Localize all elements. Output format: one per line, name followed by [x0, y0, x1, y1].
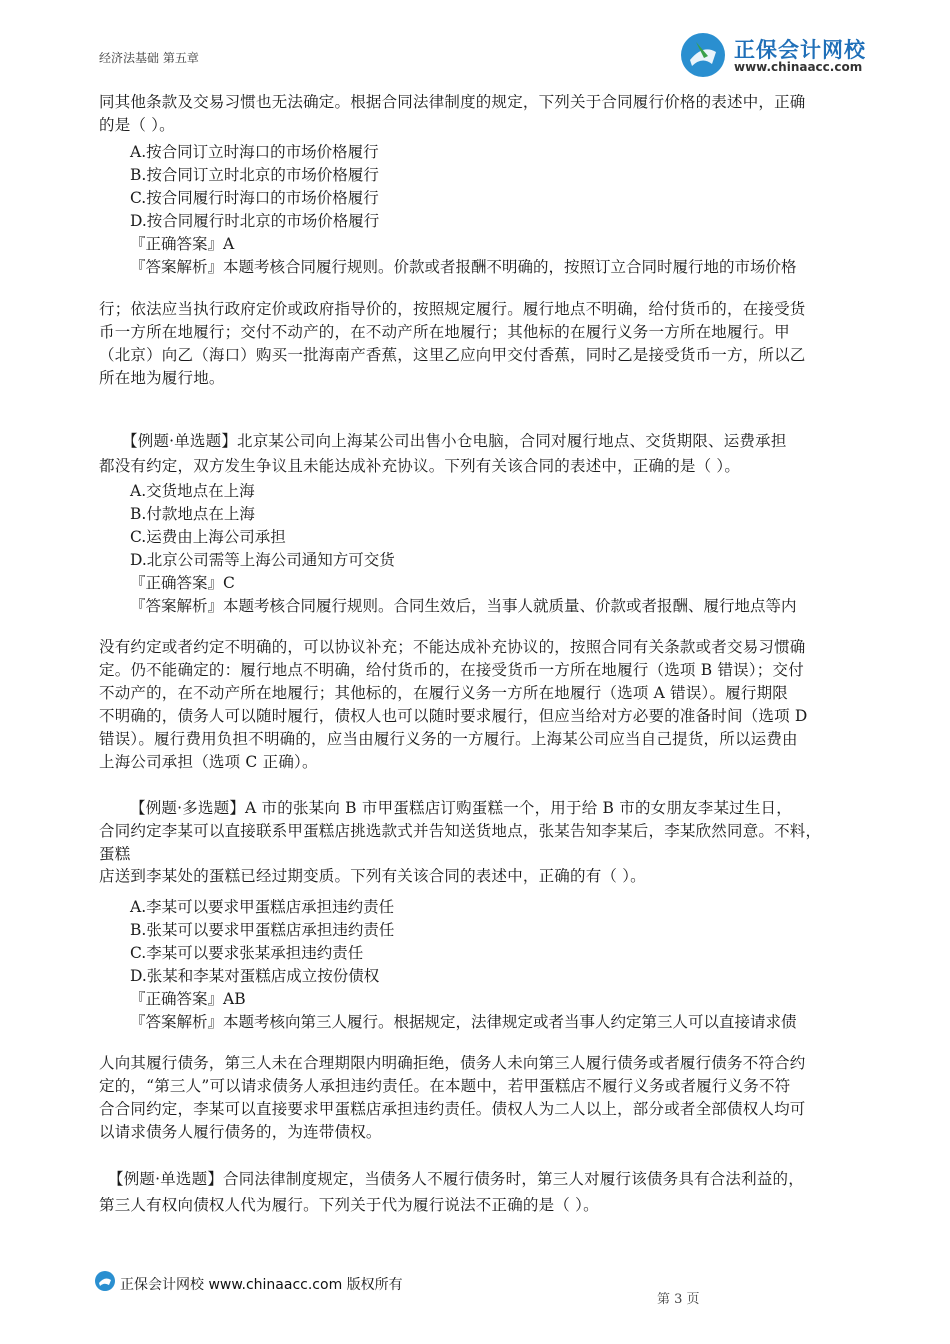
- q3-stem-line-2: 合同约定李某可以直接联系甲蛋糕店挑选款式并告知送货地点，张某告知李某后，李某欣然同意。不料，: [99, 822, 822, 840]
- q2-stem-line-1-cut: [122, 431, 787, 450]
- q3-analysis-line-2: 定的，“第三人”可以请求债务人承担违约责任。在本题中，若甲蛋糕店不履行义务或者履行义务不符: [99, 1077, 791, 1095]
- q3-answer: 『正确答案』AB: [130, 990, 246, 1008]
- q2-stem-line-1-text: 【例题·单选题】北京某公司向上海某公司出售小仓电脑，合同对履行地点、交货期限、运费承担: [122, 432, 787, 450]
- q2-stem-line-2-text: 都没有约定，双方发生争议且未能达成补充协议。下列有关该合同的表述中，正确的是（ ）。: [99, 457, 741, 475]
- q2-option-a: A.交货地点在上海: [130, 482, 255, 500]
- q2-analysis-line-3: 不动产的，在不动产所在地履行；其他标的，在履行义务一方所在地履行（选项 A 错误）。履行期限: [99, 684, 789, 702]
- q4-stem-line-2: 第三人有权向债权人代为履行。下列关于代为履行说法不正确的是（ ）。: [99, 1196, 599, 1214]
- q2-analysis-line-1: 没有约定或者约定不明确的，可以协议补充；不能达成补充协议的，按照合同有关条款或者交易习惯确: [99, 638, 806, 656]
- q3-analysis-line-3: 合合同约定，李某可以直接要求甲蛋糕店承担违约责任。债权人为二人以上，部分或者全部债权人均可: [99, 1100, 806, 1118]
- header-cut-title-text: 经济法基础 第五章: [99, 51, 199, 65]
- q3-stem-line-1: 【例题·多选题】A 市的张某向 B 市甲蛋糕店订购蛋糕一个，用于给 B 市的女朋友李某过生日，: [130, 799, 792, 817]
- q2-stem-line-2-cut: [99, 454, 741, 475]
- q1-stem-line-2-cut: [99, 113, 175, 134]
- q1-stem-line-2-text: 的是（ ）。: [99, 116, 175, 134]
- q1-option-b: B.按合同订立时北京的市场价格履行: [130, 166, 379, 184]
- footer-page-number-cut: [657, 1288, 700, 1307]
- q1-analysis-first: 『答案解析』本题考核合同履行规则。价款或者报酬不明确的，按照订立合同时履行地的市场价格: [130, 258, 797, 276]
- q3-stem-line-4-text: 店送到李某处的蛋糕已经过期变质。下列有关该合同的表述中，正确的有（ ）。: [99, 867, 646, 885]
- header-cut-title: [99, 51, 199, 65]
- q1-analysis-line-1: 行；依法应当执行政府定价或政府指导价的，按照规定履行。履行地点不明确，给付货币的，在接受货: [99, 300, 806, 318]
- q2-analysis-line-2: 定。仍不能确定的：履行地点不明确，给付货币的，在接受货币一方所在地履行（选项 B 错误）；交付: [99, 661, 804, 679]
- q2-option-b: B.付款地点在上海: [130, 505, 255, 523]
- footer-page-number: 第 3 页: [657, 1292, 700, 1307]
- q3-option-b: B.张某可以要求甲蛋糕店承担违约责任: [130, 921, 395, 939]
- logo-name: 正保会计网校: [734, 38, 866, 62]
- q1-option-c: C.按合同履行时海口的市场价格履行: [130, 189, 379, 207]
- q3-option-d: D.张某和李某对蛋糕店成立按份债权: [130, 967, 380, 985]
- q3-analysis-first: 『答案解析』本题考核向第三人履行。根据规定，法律规定或者当事人约定第三人可以直接请求债: [130, 1013, 797, 1031]
- footer-logo-icon: [94, 1270, 116, 1292]
- brand-logo: [678, 30, 878, 80]
- q2-analysis-first: 『答案解析』本题考核合同履行规则。合同生效后，当事人就质量、价款或者报酬、履行地点等内: [130, 597, 797, 615]
- q3-option-c: C.李某可以要求张某承担违约责任: [130, 944, 364, 962]
- q3-analysis-line-1: 人向其履行债务，第三人未在合理期限内明确拒绝，债务人未向第三人履行债务或者履行债务不符合约: [99, 1054, 806, 1072]
- q2-option-d: D.北京公司需等上海公司通知方可交货: [130, 551, 395, 569]
- q1-option-d: D.按合同履行时北京的市场价格履行: [130, 212, 380, 230]
- q3-option-a: A.李某可以要求甲蛋糕店承担违约责任: [130, 898, 395, 916]
- q1-answer: 『正确答案』A: [130, 235, 235, 253]
- q1-stem-line-1: 同其他条款及交易习惯也无法确定。根据合同法律制度的规定，下列关于合同履行价格的表述中，正确: [99, 93, 806, 111]
- q2-analysis-line-4: 不明确的，债务人可以随时履行，债权人也可以随时要求履行，但应当给对方必要的准备时间（选项 D: [99, 707, 808, 725]
- q1-analysis-line-3: （北京）向乙（海口）购买一批海南产香蕉，这里乙应向甲交付香蕉，同时乙是接受货币一方，所以乙: [99, 346, 806, 364]
- logo-emblem-icon: [678, 30, 728, 80]
- q3-stem-line-4-cut: [99, 864, 646, 885]
- q2-analysis-line-6: 上海公司承担（选项 C 正确）。: [99, 753, 318, 771]
- q2-option-c: C.运费由上海公司承担: [130, 528, 286, 546]
- q2-answer: 『正确答案』C: [130, 574, 235, 592]
- footer-copyright: 正保会计网校 www.chinaacc.com 版权所有: [120, 1277, 403, 1293]
- logo-url: www.chinaacc.com: [734, 60, 863, 74]
- q1-analysis-line-2: 币一方所在地履行；交付不动产的，在不动产所在地履行；其他标的在履行义务一方所在地履行。甲: [99, 323, 790, 341]
- q3-stem-line-3: 蛋糕: [99, 845, 131, 863]
- q4-stem-line-1: 【例题·单选题】合同法律制度规定，当债务人不履行债务时，第三人对履行该债务具有合法利益的，: [108, 1170, 804, 1188]
- q3-analysis-line-4: 以请求债务人履行债务的，为连带债权。: [99, 1123, 382, 1141]
- q1-option-a: A.按合同订立时海口的市场价格履行: [130, 143, 379, 161]
- q2-analysis-line-5: 错误）。履行费用负担不明确的，应当由履行义务的一方履行。上海某公司应当自己提货，所以运费由: [99, 730, 798, 748]
- q1-analysis-line-4: 所在地为履行地。: [99, 369, 225, 387]
